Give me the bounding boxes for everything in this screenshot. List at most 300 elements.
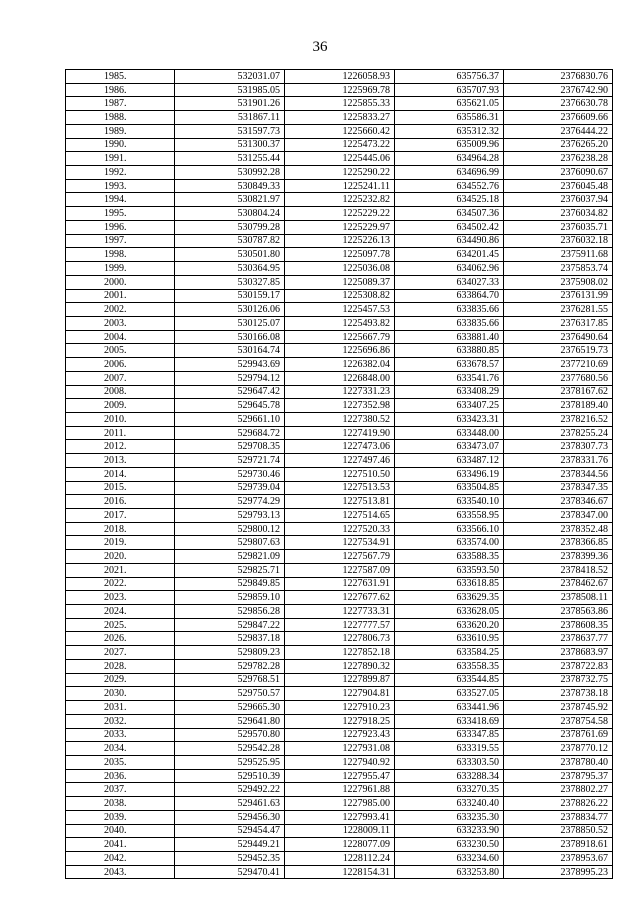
coord-a-cell: 529794.12 [175,371,285,385]
coord-a-cell: 529661.10 [175,412,285,426]
coord-b-cell: 1228077.09 [285,838,395,852]
point-number-cell: 2020. [66,550,175,564]
coord-b-cell: 1227918.25 [285,714,395,728]
point-number-cell: 2011. [66,426,175,440]
coord-a-cell: 529739.04 [175,481,285,495]
coord-c-cell: 635312.32 [395,124,504,138]
coord-d-cell: 2376034.82 [504,207,613,221]
coord-b-cell: 1227890.32 [285,659,395,673]
coord-d-cell: 2376609.66 [504,111,613,125]
point-number-cell: 1986. [66,83,175,97]
coord-c-cell: 634552.76 [395,179,504,193]
coord-d-cell: 2376037.94 [504,193,613,207]
coord-c-cell: 633448.00 [395,426,504,440]
coord-a-cell: 530364.95 [175,262,285,276]
coord-d-cell: 2378738.18 [504,687,613,701]
coord-d-cell: 2376265.20 [504,138,613,152]
coord-c-cell: 633319.55 [395,742,504,756]
coord-b-cell: 1225696.86 [285,344,395,358]
coord-c-cell: 633620.20 [395,618,504,632]
table-row [66,728,613,742]
coord-c-cell: 633240.40 [395,797,504,811]
coord-b-cell: 1225969.78 [285,83,395,97]
point-number-cell: 2006. [66,358,175,372]
table-row [66,454,613,468]
coord-b-cell: 1225036.08 [285,262,395,276]
coord-a-cell: 529837.18 [175,632,285,646]
coord-c-cell: 634490.86 [395,234,504,248]
coord-a-cell: 530787.82 [175,234,285,248]
coord-c-cell: 633441.96 [395,701,504,715]
coord-c-cell: 633496.19 [395,467,504,481]
coord-c-cell: 633473.07 [395,440,504,454]
coord-c-cell: 634507.36 [395,207,504,221]
coord-c-cell: 635707.93 [395,83,504,97]
coord-d-cell: 2378307.73 [504,440,613,454]
coord-d-cell: 2376830.76 [504,70,613,84]
coord-d-cell: 2376317.85 [504,316,613,330]
coord-d-cell: 2376032.18 [504,234,613,248]
coord-a-cell: 529847.22 [175,618,285,632]
coord-d-cell: 2378637.77 [504,632,613,646]
coord-b-cell: 1225660.42 [285,124,395,138]
table-row [66,865,613,879]
coord-d-cell: 2375853.74 [504,262,613,276]
point-number-cell: 2028. [66,659,175,673]
point-number-cell: 2030. [66,687,175,701]
point-number-cell: 1996. [66,220,175,234]
coord-d-cell: 2378189.40 [504,399,613,413]
point-number-cell: 2017. [66,509,175,523]
coord-b-cell: 1225229.22 [285,207,395,221]
table-row [66,70,613,84]
coord-a-cell: 531901.26 [175,97,285,111]
point-number-cell: 1999. [66,262,175,276]
point-number-cell: 1992. [66,166,175,180]
table-row [66,618,613,632]
coord-b-cell: 1227510.50 [285,467,395,481]
coord-b-cell: 1227806.73 [285,632,395,646]
point-number-cell: 2013. [66,454,175,468]
coord-a-cell: 529708.35 [175,440,285,454]
coord-b-cell: 1227910.23 [285,701,395,715]
coord-d-cell: 2378347.35 [504,481,613,495]
coord-c-cell: 633303.50 [395,755,504,769]
point-number-cell: 2041. [66,838,175,852]
table-row [66,783,613,797]
coord-b-cell: 1227587.09 [285,563,395,577]
coord-a-cell: 529449.21 [175,838,285,852]
coord-b-cell: 1225855.33 [285,97,395,111]
coord-c-cell: 633588.35 [395,550,504,564]
coord-d-cell: 2378795.37 [504,769,613,783]
table-row [66,111,613,125]
table-row [66,550,613,564]
coord-d-cell: 2378418.52 [504,563,613,577]
table-row [66,166,613,180]
point-number-cell: 2035. [66,755,175,769]
coord-b-cell: 1225493.82 [285,316,395,330]
coord-a-cell: 529825.71 [175,563,285,577]
coord-a-cell: 529859.10 [175,591,285,605]
coord-a-cell: 531300.37 [175,138,285,152]
coord-b-cell: 1226382.04 [285,358,395,372]
table-row [66,755,613,769]
table-row [66,605,613,619]
coord-a-cell: 529645.78 [175,399,285,413]
coord-b-cell: 1227419.90 [285,426,395,440]
coord-a-cell: 529774.29 [175,495,285,509]
coord-a-cell: 529809.23 [175,646,285,660]
coord-d-cell: 2376519.73 [504,344,613,358]
table-row [66,838,613,852]
coord-a-cell: 529542.28 [175,742,285,756]
point-number-cell: 2022. [66,577,175,591]
coord-a-cell: 529943.69 [175,358,285,372]
coord-a-cell: 529730.46 [175,467,285,481]
point-number-cell: 1989. [66,124,175,138]
coord-c-cell: 633574.00 [395,536,504,550]
coord-d-cell: 2378754.58 [504,714,613,728]
coord-c-cell: 633487.12 [395,454,504,468]
table-row [66,509,613,523]
table-row [66,412,613,426]
table-row [66,124,613,138]
coord-d-cell: 2378352.48 [504,522,613,536]
coord-c-cell: 633678.57 [395,358,504,372]
coord-a-cell: 529849.85 [175,577,285,591]
coord-a-cell: 529570.80 [175,728,285,742]
coord-a-cell: 530126.06 [175,303,285,317]
table-row [66,220,613,234]
point-number-cell: 1994. [66,193,175,207]
coord-c-cell: 633558.95 [395,509,504,523]
point-number-cell: 2019. [66,536,175,550]
point-number-cell: 2031. [66,701,175,715]
coord-b-cell: 1227567.79 [285,550,395,564]
coord-c-cell: 635586.31 [395,111,504,125]
point-number-cell: 2009. [66,399,175,413]
coord-c-cell: 633629.35 [395,591,504,605]
coord-d-cell: 2378732.75 [504,673,613,687]
coord-d-cell: 2378995.23 [504,865,613,879]
coord-d-cell: 2376281.55 [504,303,613,317]
coord-b-cell: 1227352.98 [285,399,395,413]
coord-d-cell: 2375908.02 [504,275,613,289]
point-number-cell: 2042. [66,851,175,865]
coord-c-cell: 633628.05 [395,605,504,619]
point-number-cell: 2033. [66,728,175,742]
coord-c-cell: 635621.05 [395,97,504,111]
coord-c-cell: 633288.34 [395,769,504,783]
table-row [66,536,613,550]
coord-d-cell: 2378331.76 [504,454,613,468]
coord-b-cell: 1227534.91 [285,536,395,550]
table-row [66,303,613,317]
coord-a-cell: 531597.73 [175,124,285,138]
coord-c-cell: 633584.25 [395,646,504,660]
point-number-cell: 2036. [66,769,175,783]
coord-b-cell: 1228112.24 [285,851,395,865]
coord-a-cell: 531985.05 [175,83,285,97]
coord-a-cell: 529782.28 [175,659,285,673]
table-row [66,714,613,728]
point-number-cell: 1991. [66,152,175,166]
coord-a-cell: 529641.80 [175,714,285,728]
point-number-cell: 2034. [66,742,175,756]
coord-d-cell: 2378167.62 [504,385,613,399]
coord-b-cell: 1227473.06 [285,440,395,454]
table-row [66,344,613,358]
point-number-cell: 2026. [66,632,175,646]
coord-d-cell: 2378745.92 [504,701,613,715]
coord-a-cell: 529856.28 [175,605,285,619]
point-number-cell: 1990. [66,138,175,152]
coord-b-cell: 1227631.91 [285,577,395,591]
coord-d-cell: 2378683.97 [504,646,613,660]
table-row [66,810,613,824]
table-row [66,97,613,111]
coord-a-cell: 530804.24 [175,207,285,221]
coord-c-cell: 633540.10 [395,495,504,509]
point-number-cell: 2038. [66,797,175,811]
coord-a-cell: 529721.74 [175,454,285,468]
coord-b-cell: 1225457.53 [285,303,395,317]
coord-a-cell: 529454.47 [175,824,285,838]
point-number-cell: 2018. [66,522,175,536]
table-row [66,399,613,413]
coord-b-cell: 1225308.82 [285,289,395,303]
coord-d-cell: 2375911.68 [504,248,613,262]
point-number-cell: 2001. [66,289,175,303]
point-number-cell: 1997. [66,234,175,248]
point-number-cell: 2032. [66,714,175,728]
table-row [66,687,613,701]
coord-d-cell: 2378347.00 [504,509,613,523]
coord-a-cell: 529793.13 [175,509,285,523]
coord-d-cell: 2378344.56 [504,467,613,481]
coord-b-cell: 1227777.57 [285,618,395,632]
coord-c-cell: 633504.85 [395,481,504,495]
table-row [66,481,613,495]
coord-d-cell: 2376742.90 [504,83,613,97]
coord-c-cell: 634062.96 [395,262,504,276]
coord-c-cell: 633558.35 [395,659,504,673]
coord-b-cell: 1226058.93 [285,70,395,84]
coord-b-cell: 1227733.31 [285,605,395,619]
coord-c-cell: 633880.85 [395,344,504,358]
coord-d-cell: 2376490.64 [504,330,613,344]
point-number-cell: 2025. [66,618,175,632]
table-row [66,207,613,221]
table-row [66,234,613,248]
table-row [66,591,613,605]
coord-c-cell: 633835.66 [395,303,504,317]
table-row [66,824,613,838]
coord-c-cell: 633544.85 [395,673,504,687]
point-number-cell: 2040. [66,824,175,838]
coord-a-cell: 530501.80 [175,248,285,262]
coord-b-cell: 1225232.82 [285,193,395,207]
coord-b-cell: 1227940.92 [285,755,395,769]
coord-c-cell: 633233.90 [395,824,504,838]
coord-b-cell: 1225241.11 [285,179,395,193]
point-number-cell: 2008. [66,385,175,399]
table-row [66,659,613,673]
coord-a-cell: 529492.22 [175,783,285,797]
table-row [66,467,613,481]
coord-d-cell: 2378366.85 [504,536,613,550]
coord-b-cell: 1227993.41 [285,810,395,824]
coord-a-cell: 529456.30 [175,810,285,824]
table-row [66,632,613,646]
coord-c-cell: 634201.45 [395,248,504,262]
coord-c-cell: 634696.99 [395,166,504,180]
coord-a-cell: 529807.63 [175,536,285,550]
coord-d-cell: 2378508.11 [504,591,613,605]
coord-d-cell: 2378850.52 [504,824,613,838]
point-number-cell: 2037. [66,783,175,797]
coord-a-cell: 530821.97 [175,193,285,207]
table-row [66,797,613,811]
table-row [66,851,613,865]
point-number-cell: 2002. [66,303,175,317]
coord-c-cell: 633423.31 [395,412,504,426]
coord-b-cell: 1227985.00 [285,797,395,811]
coord-c-cell: 634027.33 [395,275,504,289]
point-number-cell: 1985. [66,70,175,84]
coord-b-cell: 1225226.13 [285,234,395,248]
coord-c-cell: 633407.25 [395,399,504,413]
point-number-cell: 1993. [66,179,175,193]
coord-b-cell: 1227955.47 [285,769,395,783]
coord-c-cell: 633418.69 [395,714,504,728]
table-row [66,83,613,97]
coord-d-cell: 2376238.28 [504,152,613,166]
point-number-cell: 1998. [66,248,175,262]
coord-a-cell: 530166.08 [175,330,285,344]
table-row [66,138,613,152]
table-row [66,371,613,385]
point-number-cell: 2016. [66,495,175,509]
table-row [66,358,613,372]
coord-d-cell: 2378722.83 [504,659,613,673]
coord-a-cell: 530799.28 [175,220,285,234]
point-number-cell: 2043. [66,865,175,879]
coord-b-cell: 1228009.11 [285,824,395,838]
coord-d-cell: 2378608.35 [504,618,613,632]
coord-b-cell: 1227677.62 [285,591,395,605]
coord-b-cell: 1225473.22 [285,138,395,152]
coord-b-cell: 1227380.52 [285,412,395,426]
table-row [66,701,613,715]
coord-c-cell: 633235.30 [395,810,504,824]
point-number-cell: 2005. [66,344,175,358]
coord-b-cell: 1227899.87 [285,673,395,687]
coord-c-cell: 633408.29 [395,385,504,399]
table-row [66,673,613,687]
coord-c-cell: 635756.37 [395,70,504,84]
table-row [66,522,613,536]
coord-c-cell: 634525.18 [395,193,504,207]
coord-d-cell: 2378346.67 [504,495,613,509]
coord-b-cell: 1225229.97 [285,220,395,234]
coord-a-cell: 529800.12 [175,522,285,536]
coord-b-cell: 1227931.08 [285,742,395,756]
table-row [66,262,613,276]
coord-b-cell: 1225445.06 [285,152,395,166]
table-row [66,275,613,289]
coord-a-cell: 532031.07 [175,70,285,84]
coord-c-cell: 633527.05 [395,687,504,701]
coord-d-cell: 2376045.48 [504,179,613,193]
coord-d-cell: 2378918.61 [504,838,613,852]
table-row [66,385,613,399]
coord-c-cell: 633347.85 [395,728,504,742]
coord-d-cell: 2376131.99 [504,289,613,303]
coord-c-cell: 633610.95 [395,632,504,646]
coordinates-table [65,69,613,879]
coord-d-cell: 2378563.86 [504,605,613,619]
coord-c-cell: 633270.35 [395,783,504,797]
coord-d-cell: 2378462.67 [504,577,613,591]
coord-d-cell: 2376090.67 [504,166,613,180]
coord-c-cell: 633230.50 [395,838,504,852]
coord-d-cell: 2377210.69 [504,358,613,372]
point-number-cell: 1988. [66,111,175,125]
coord-a-cell: 530159.17 [175,289,285,303]
point-number-cell: 2015. [66,481,175,495]
table-row [66,289,613,303]
coord-a-cell: 531867.11 [175,111,285,125]
coord-a-cell: 530164.74 [175,344,285,358]
point-number-cell: 2021. [66,563,175,577]
point-number-cell: 2027. [66,646,175,660]
coord-a-cell: 529647.42 [175,385,285,399]
coord-c-cell: 634964.28 [395,152,504,166]
coord-a-cell: 531255.44 [175,152,285,166]
coord-d-cell: 2376444.22 [504,124,613,138]
coord-a-cell: 529768.51 [175,673,285,687]
coord-c-cell: 633234.60 [395,851,504,865]
coord-d-cell: 2378761.69 [504,728,613,742]
coord-a-cell: 530125.07 [175,316,285,330]
point-number-cell: 2039. [66,810,175,824]
table-row [66,495,613,509]
coord-b-cell: 1227514.65 [285,509,395,523]
table-row [66,646,613,660]
point-number-cell: 2014. [66,467,175,481]
page-number: 36 [312,39,328,55]
coord-b-cell: 1228154.31 [285,865,395,879]
table-row [66,193,613,207]
coord-b-cell: 1225290.22 [285,166,395,180]
coord-c-cell: 633618.85 [395,577,504,591]
coord-b-cell: 1225089.37 [285,275,395,289]
coord-c-cell: 633566.10 [395,522,504,536]
coord-c-cell: 633881.40 [395,330,504,344]
coord-c-cell: 633835.66 [395,316,504,330]
coord-a-cell: 529461.63 [175,797,285,811]
coord-d-cell: 2378216.52 [504,412,613,426]
point-number-cell: 2003. [66,316,175,330]
point-number-cell: 2023. [66,591,175,605]
coord-b-cell: 1227904.81 [285,687,395,701]
coord-b-cell: 1225097.78 [285,248,395,262]
table-row [66,440,613,454]
point-number-cell: 2010. [66,412,175,426]
table-row [66,152,613,166]
